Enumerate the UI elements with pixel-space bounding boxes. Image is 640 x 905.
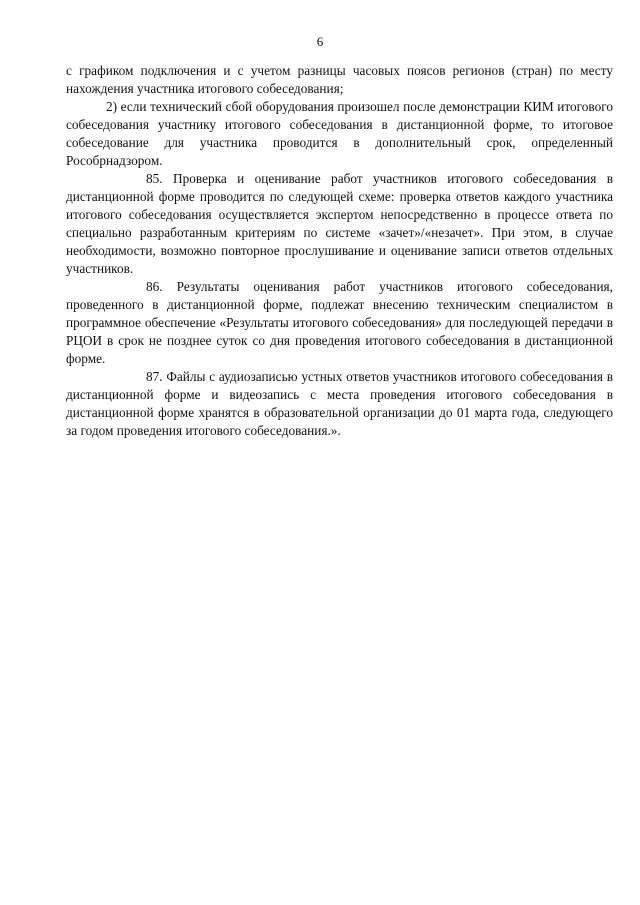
paragraph-number: 86. <box>146 279 163 294</box>
paragraph-87 <box>66 368 613 440</box>
document-body <box>66 62 613 440</box>
paragraph-text: Файлы с аудиозаписью устных ответов участников итогового собеседования в дистанционной форме и видеозапись с места проведения итогового собеседования в дистанционной форме хранятся в образовательной организации до 01 марта года, следующего за годом проведения итогового собеседования.». <box>66 369 614 438</box>
paragraph-text: Проверка и оценивание работ участников итогового собеседования в дистанционной форме проводится по следующей схеме: проверка ответов каждого участника итогового собеседования осуществляется экспертом непосредственно в процессе ответа по специально разработанным критериям по системе «зачет»/«незачет». При этом, в случае необходимости, возможно повторное прослушивание и оценивание записи ответов отдельных участников. <box>66 171 613 276</box>
paragraph-85 <box>66 170 613 278</box>
paragraph-number: 85. <box>146 171 163 186</box>
paragraph-text: 2) если технический сбой оборудования произошел после демонстрации КИМ итогового собеседования участнику итогового собеседования в дистанционной форме, то итоговое собеседование для участника проводится в дополнительный срок, определенный Рособрнадзором. <box>66 99 613 168</box>
paragraph-text: с графиком подключения и с учетом разницы часовых поясов регионов (стран) по месту нахождения участника итогового собеседования; <box>66 63 613 96</box>
paragraph-86 <box>66 278 613 368</box>
page-number: 6 <box>316 34 324 49</box>
paragraph-subitem-2 <box>66 98 613 170</box>
paragraph-number: 87. <box>146 369 163 384</box>
paragraph-text: Результаты оценивания работ участников итогового собеседования, проведенного в дистанционной форме, подлежат внесению техническим специалистом в программное обеспечение «Результаты итогового собеседования» для последующей передачи в РЦОИ в срок не позднее суток со дня проведения итогового собеседования в дистанционной форме. <box>66 279 613 366</box>
paragraph-continuation <box>66 62 613 98</box>
